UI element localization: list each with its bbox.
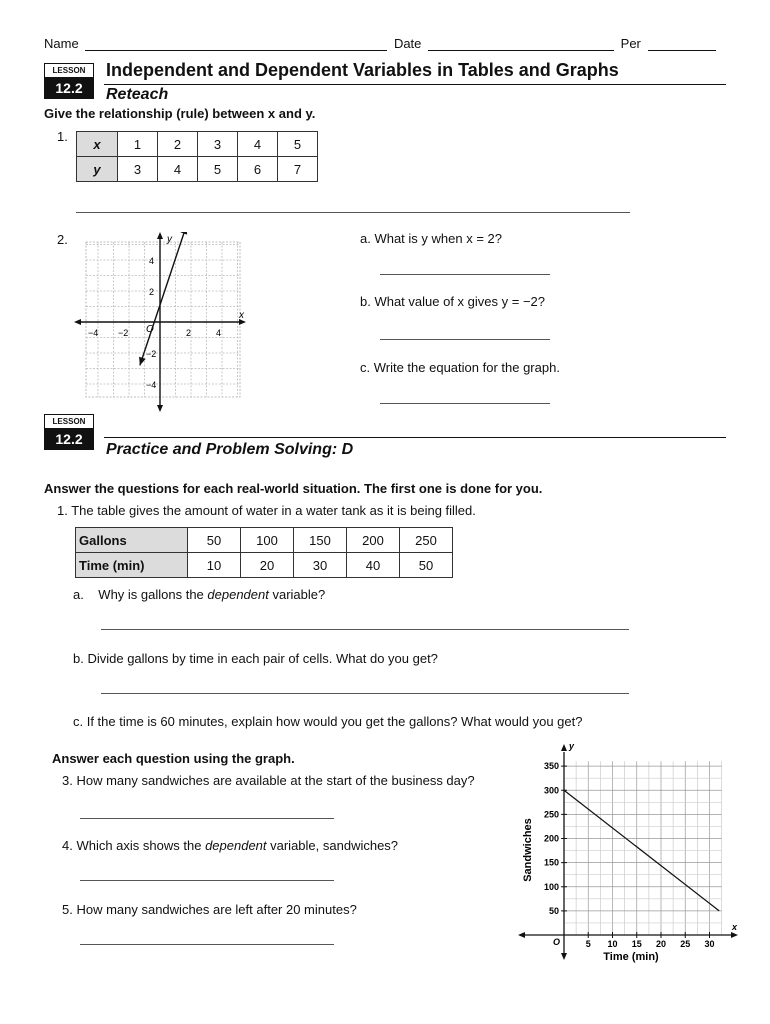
y-tick-label: 350 xyxy=(543,761,559,772)
tick-label: 4 xyxy=(216,328,222,338)
tick-label: 2 xyxy=(186,328,192,338)
answer-line[interactable] xyxy=(380,339,550,340)
question-text-em: dependent xyxy=(205,838,267,853)
tick-label: −4 xyxy=(88,328,99,338)
question-c: c. If the time is 60 minutes, explain how would you get the gallons? What would you get? xyxy=(73,714,583,729)
table-header: y xyxy=(77,157,118,182)
y-axis-title: Sandwiches xyxy=(522,818,534,882)
answer-line[interactable] xyxy=(101,629,629,630)
answer-line[interactable] xyxy=(80,944,334,945)
page-title: Independent and Dependent Variables in Tables and Graphs xyxy=(106,60,619,80)
question-4 xyxy=(62,838,398,853)
table-cell: 2 xyxy=(158,132,198,157)
table-cell: 40 xyxy=(347,553,400,578)
table-cell: 10 xyxy=(188,553,241,578)
y-tick-label: 150 xyxy=(543,857,559,868)
answer-line[interactable] xyxy=(380,274,550,275)
problem-number: 1. xyxy=(57,129,68,144)
table-cell: 4 xyxy=(238,132,278,157)
y-axis-arrow-bottom xyxy=(561,953,567,960)
y-tick-label: 300 xyxy=(543,785,559,796)
table-cell: 3 xyxy=(118,157,158,182)
question-text-pre: Why is gallons the xyxy=(98,587,208,602)
graph-line xyxy=(140,232,187,365)
origin-label: O xyxy=(553,937,561,947)
question-letter: a. xyxy=(73,587,84,602)
answer-line[interactable] xyxy=(80,880,334,881)
lesson-badge xyxy=(44,63,94,99)
table-cell: 7 xyxy=(278,157,318,182)
question-a: a. What is y when x = 2? xyxy=(360,231,502,246)
x-tick-label: 10 xyxy=(607,939,618,949)
table-header: Time (min) xyxy=(76,553,188,578)
per-field[interactable] xyxy=(648,38,716,51)
table-cell: 200 xyxy=(347,528,400,553)
tick-label: −2 xyxy=(118,328,129,338)
answer-line[interactable] xyxy=(80,818,334,819)
answer-line[interactable] xyxy=(76,212,630,213)
table-cell: 5 xyxy=(278,132,318,157)
instructions: Give the relationship (rule) between x and y. xyxy=(44,106,316,121)
grid-lines xyxy=(564,761,722,935)
y-axis-arrow-bottom xyxy=(157,405,163,412)
per-label: Per xyxy=(620,36,641,51)
x-axis-label: x xyxy=(239,310,244,321)
table-cell: 5 xyxy=(198,157,238,182)
question-5: 5. How many sandwiches are left after 20 minutes? xyxy=(62,902,357,917)
header-line xyxy=(44,36,719,51)
lesson-label: LESSON xyxy=(44,414,94,429)
table-cell: 250 xyxy=(400,528,453,553)
problem-text: 1. The table gives the amount of water in a water tank as it is being filled. xyxy=(57,503,476,518)
lesson-badge xyxy=(44,414,94,450)
y-axis-arrow-top xyxy=(157,232,163,239)
x-axis-letter: x xyxy=(732,922,738,932)
lesson-label: LESSON xyxy=(44,63,94,78)
title-rule xyxy=(104,437,726,438)
table-cell: 20 xyxy=(241,553,294,578)
question-text-post: variable? xyxy=(268,587,326,602)
x-axis-title: Time (min) xyxy=(603,951,659,963)
table-cell: 150 xyxy=(294,528,347,553)
question-b: b. Divide gallons by time in each pair of cells. What do you get? xyxy=(73,651,438,666)
table-cell: 1 xyxy=(118,132,158,157)
question-3: 3. How many sandwiches are available at the start of the business day? xyxy=(62,773,475,788)
question-a xyxy=(73,587,325,602)
x-tick-label: 15 xyxy=(631,939,642,949)
tick-label: 4 xyxy=(149,256,155,266)
graph-frame xyxy=(86,242,240,397)
origin-label: O xyxy=(146,324,154,335)
name-field[interactable] xyxy=(85,38,387,51)
table-cell: 100 xyxy=(241,528,294,553)
answer-line[interactable] xyxy=(101,693,629,694)
lesson-number: 12.2 xyxy=(44,78,94,99)
name-label: Name xyxy=(44,36,79,51)
y-axis-arrow-top xyxy=(561,744,567,751)
x-tick-label: 30 xyxy=(704,939,715,949)
problem-number: 2. xyxy=(57,232,68,247)
section-subtitle: Practice and Problem Solving: D xyxy=(106,441,354,458)
date-field[interactable] xyxy=(428,38,614,51)
title-rule xyxy=(104,84,726,85)
y-tick-label: 50 xyxy=(548,905,559,916)
question-text-pre: 4. Which axis shows the xyxy=(62,838,206,853)
xy-table xyxy=(76,131,318,182)
x-axis-arrow-right xyxy=(731,932,738,938)
y-axis-label: y xyxy=(167,234,172,245)
table-cell: 3 xyxy=(198,132,238,157)
tick-label: −2 xyxy=(146,349,157,359)
tick-label: −4 xyxy=(146,380,157,390)
grid-lines xyxy=(86,242,240,397)
x-tick-label: 5 xyxy=(585,939,591,949)
x-axis-arrow-left xyxy=(518,932,525,938)
lesson-number: 12.2 xyxy=(44,429,94,450)
table-cell: 4 xyxy=(158,157,198,182)
question-text-post: variable, sandwiches? xyxy=(266,838,399,853)
gallons-table xyxy=(75,527,453,578)
answer-line[interactable] xyxy=(380,403,550,404)
question-c: c. Write the equation for the graph. xyxy=(360,360,560,375)
table-cell: 50 xyxy=(400,553,453,578)
instructions: Answer the questions for each real-world situation. The first one is done for you. xyxy=(44,481,543,496)
coordinate-graph xyxy=(72,232,252,414)
y-tick-label: 250 xyxy=(543,809,559,820)
y-tick-label: 200 xyxy=(543,833,559,844)
instructions: Answer each question using the graph. xyxy=(52,751,295,766)
question-text-em: dependent xyxy=(207,587,269,602)
table-cell: 6 xyxy=(238,157,278,182)
y-tick-label: 100 xyxy=(543,881,559,892)
date-label: Date xyxy=(393,36,422,51)
question-b: b. What value of x gives y = −2? xyxy=(360,294,545,309)
table-cell: 30 xyxy=(294,553,347,578)
table-header: x xyxy=(77,132,118,157)
x-tick-label: 25 xyxy=(680,939,691,949)
x-tick-label: 20 xyxy=(655,939,667,949)
x-axis-arrow-left xyxy=(74,319,81,325)
table-header: Gallons xyxy=(76,528,188,553)
y-axis-letter: y xyxy=(569,741,575,751)
tick-label: 2 xyxy=(149,287,155,297)
section-subtitle: Reteach xyxy=(106,86,169,103)
sandwiches-chart xyxy=(516,738,744,970)
table-cell: 50 xyxy=(188,528,241,553)
